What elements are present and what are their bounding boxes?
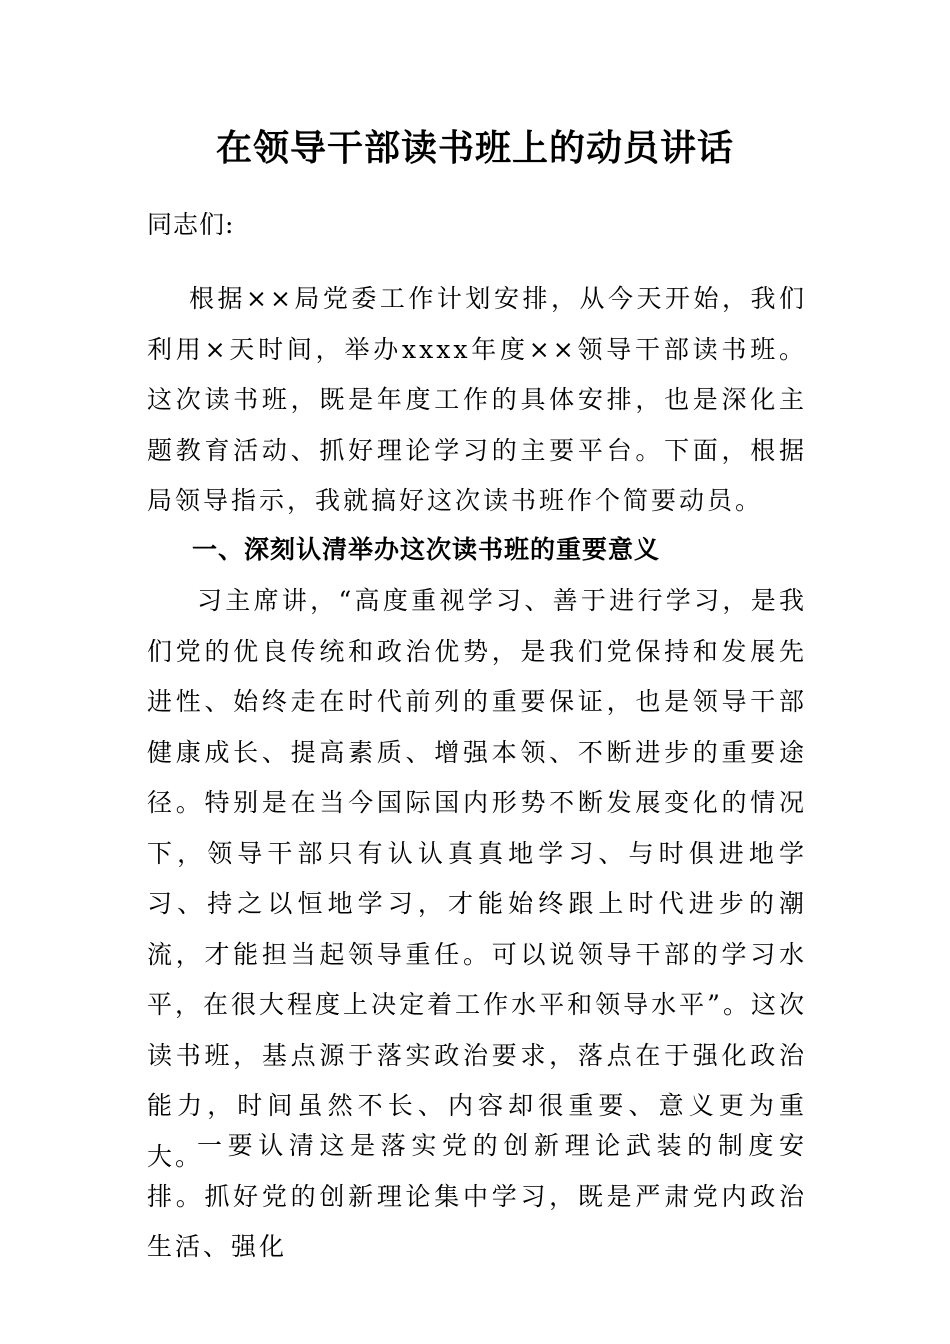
paragraph-intro: 根据××局党委工作计划安排，从今天开始，我们利用×天时间，举办xxxx年度××领导干部读书班。这次读书班，既是年度工作的具体安排，也是深化主题教育活动、抓好理论学习的主要平台。下面，根据局领导指示，我就搞好这次读书班作个简要动员。 [147,284,807,515]
salutation: 同志们: [147,210,235,239]
document-title: 在领导干部读书班上的动员讲话 [215,127,734,169]
paragraph-first-point: 一要认清这是落实党的创新理论武装的制度安排。抓好党的创新理论集中学习，既是严肃党内政治生活、强化 [147,1131,807,1261]
paragraph-significance: 习主席讲，“高度重视学习、善于进行学习，是我们党的优良传统和政治优势，是我们党保持和发展先进性、始终走在时代前列的重要保证，也是领导干部健康成长、提高素质、增强本领、不断进步的重要途径。特别是在当今国际国内形势不断发展变化的情况下，领导干部只有认认真真地学习、与时俱进地学习、持之以恒地学习，才能始终跟上时代进步的潮流，才能担当起领导重任。可以说领导干部的学习水平，在很大程度上决定着工作水平和领导水平”。这次读书班，基点源于落实政治要求，落点在于强化政治能力，时间虽然不长、内容却很重要、意义更为重大。 [147,586,807,1171]
section-heading-1: 一、深刻认清举办这次读书班的重要意义 [192,535,661,564]
